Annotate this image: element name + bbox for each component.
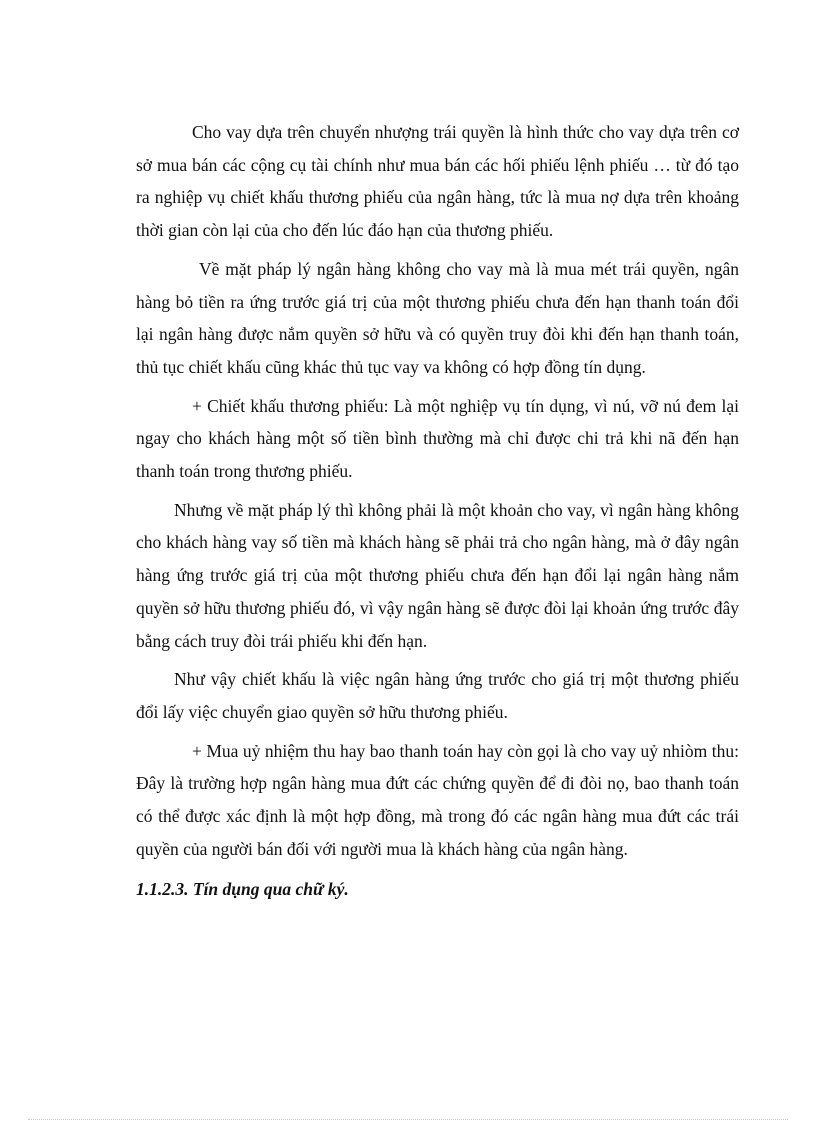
document-body: [136, 116, 739, 905]
paragraph-legal-distinction: Nhưng về mặt pháp lý thì không phải là một khoản cho vay, vì ngân hàng không cho khách hàng vay số tiền mà khách hàng sẽ phải trả cho ngân hàng, mà ở đây ngân hàng ứng trước giá trị của một thương phiếu chưa đến hạn đổi lại ngân hàng nắm quyền sở hữu thương phiếu đó, vì vậy ngân hàng sẽ được đòi lại khoản ứng trước đây bằng cách truy đòi trái phiếu khi đến hạn.: [136, 499, 739, 651]
paragraph-discount-summary: Như vậy chiết khấu là việc ngân hàng ứng trước cho giá trị một thương phiếu đổi lấy việc chuyển giao quyền sở hữu thương phiếu.: [136, 669, 739, 722]
page-bottom-divider: [28, 1119, 788, 1120]
paragraph-legal-aspect: Về mặt pháp lý ngân hàng không cho vay mà là mua mét trái quyền, ngân hàng bỏ tiền ra ứng trước giá trị của một thương phiếu chưa đến hạn thanh toán đổi lại ngân hàng được nắm quyền sở hữu và có quyền truy đòi khi đến hạn thanh toán, thủ tục chiết khấu cũng khác thủ tục vay va không có hợp đồng tín dụng.: [136, 258, 739, 377]
section-heading: 1.1.2.3. Tín dụng qua chữ ký.: [136, 879, 349, 900]
paragraph-assignment-lending: Cho vay dựa trên chuyển nhượng trái quyền là hình thức cho vay dựa trên cơ sở mua bán các cộng cụ tài chính như mua bán các hối phiếu lệnh phiếu … từ đó tạo ra nghiệp vụ chiết khấu thương phiếu của ngân hàng, tức là mua nợ dựa trên khoảng thời gian còn lại của cho đến lúc đáo hạn của thương phiếu.: [136, 122, 739, 241]
paragraph-factoring: + Mua uỷ nhiệm thu hay bao thanh toán hay còn gọi là cho vay uỷ nhiòm thu: Đây là trường hợp ngân hàng mua đứt các chứng quyền để đi đòi nọ, bao thanh toán có thể được xác định là một hợp đồng, mà trong đó các ngân hàng mua đứt các trái quyền của người bán đối với người mua là khách hàng của ngân hàng.: [136, 740, 739, 859]
paragraph-discount-definition: + Chiết khấu thương phiếu: Là một nghiệp vụ tín dụng, vì nú, vỡ nú đem lại ngay cho khách hàng một số tiền bình thường mà chỉ được chi trả khi nã đến hạn thanh toán trong thương phiếu.: [136, 395, 739, 482]
